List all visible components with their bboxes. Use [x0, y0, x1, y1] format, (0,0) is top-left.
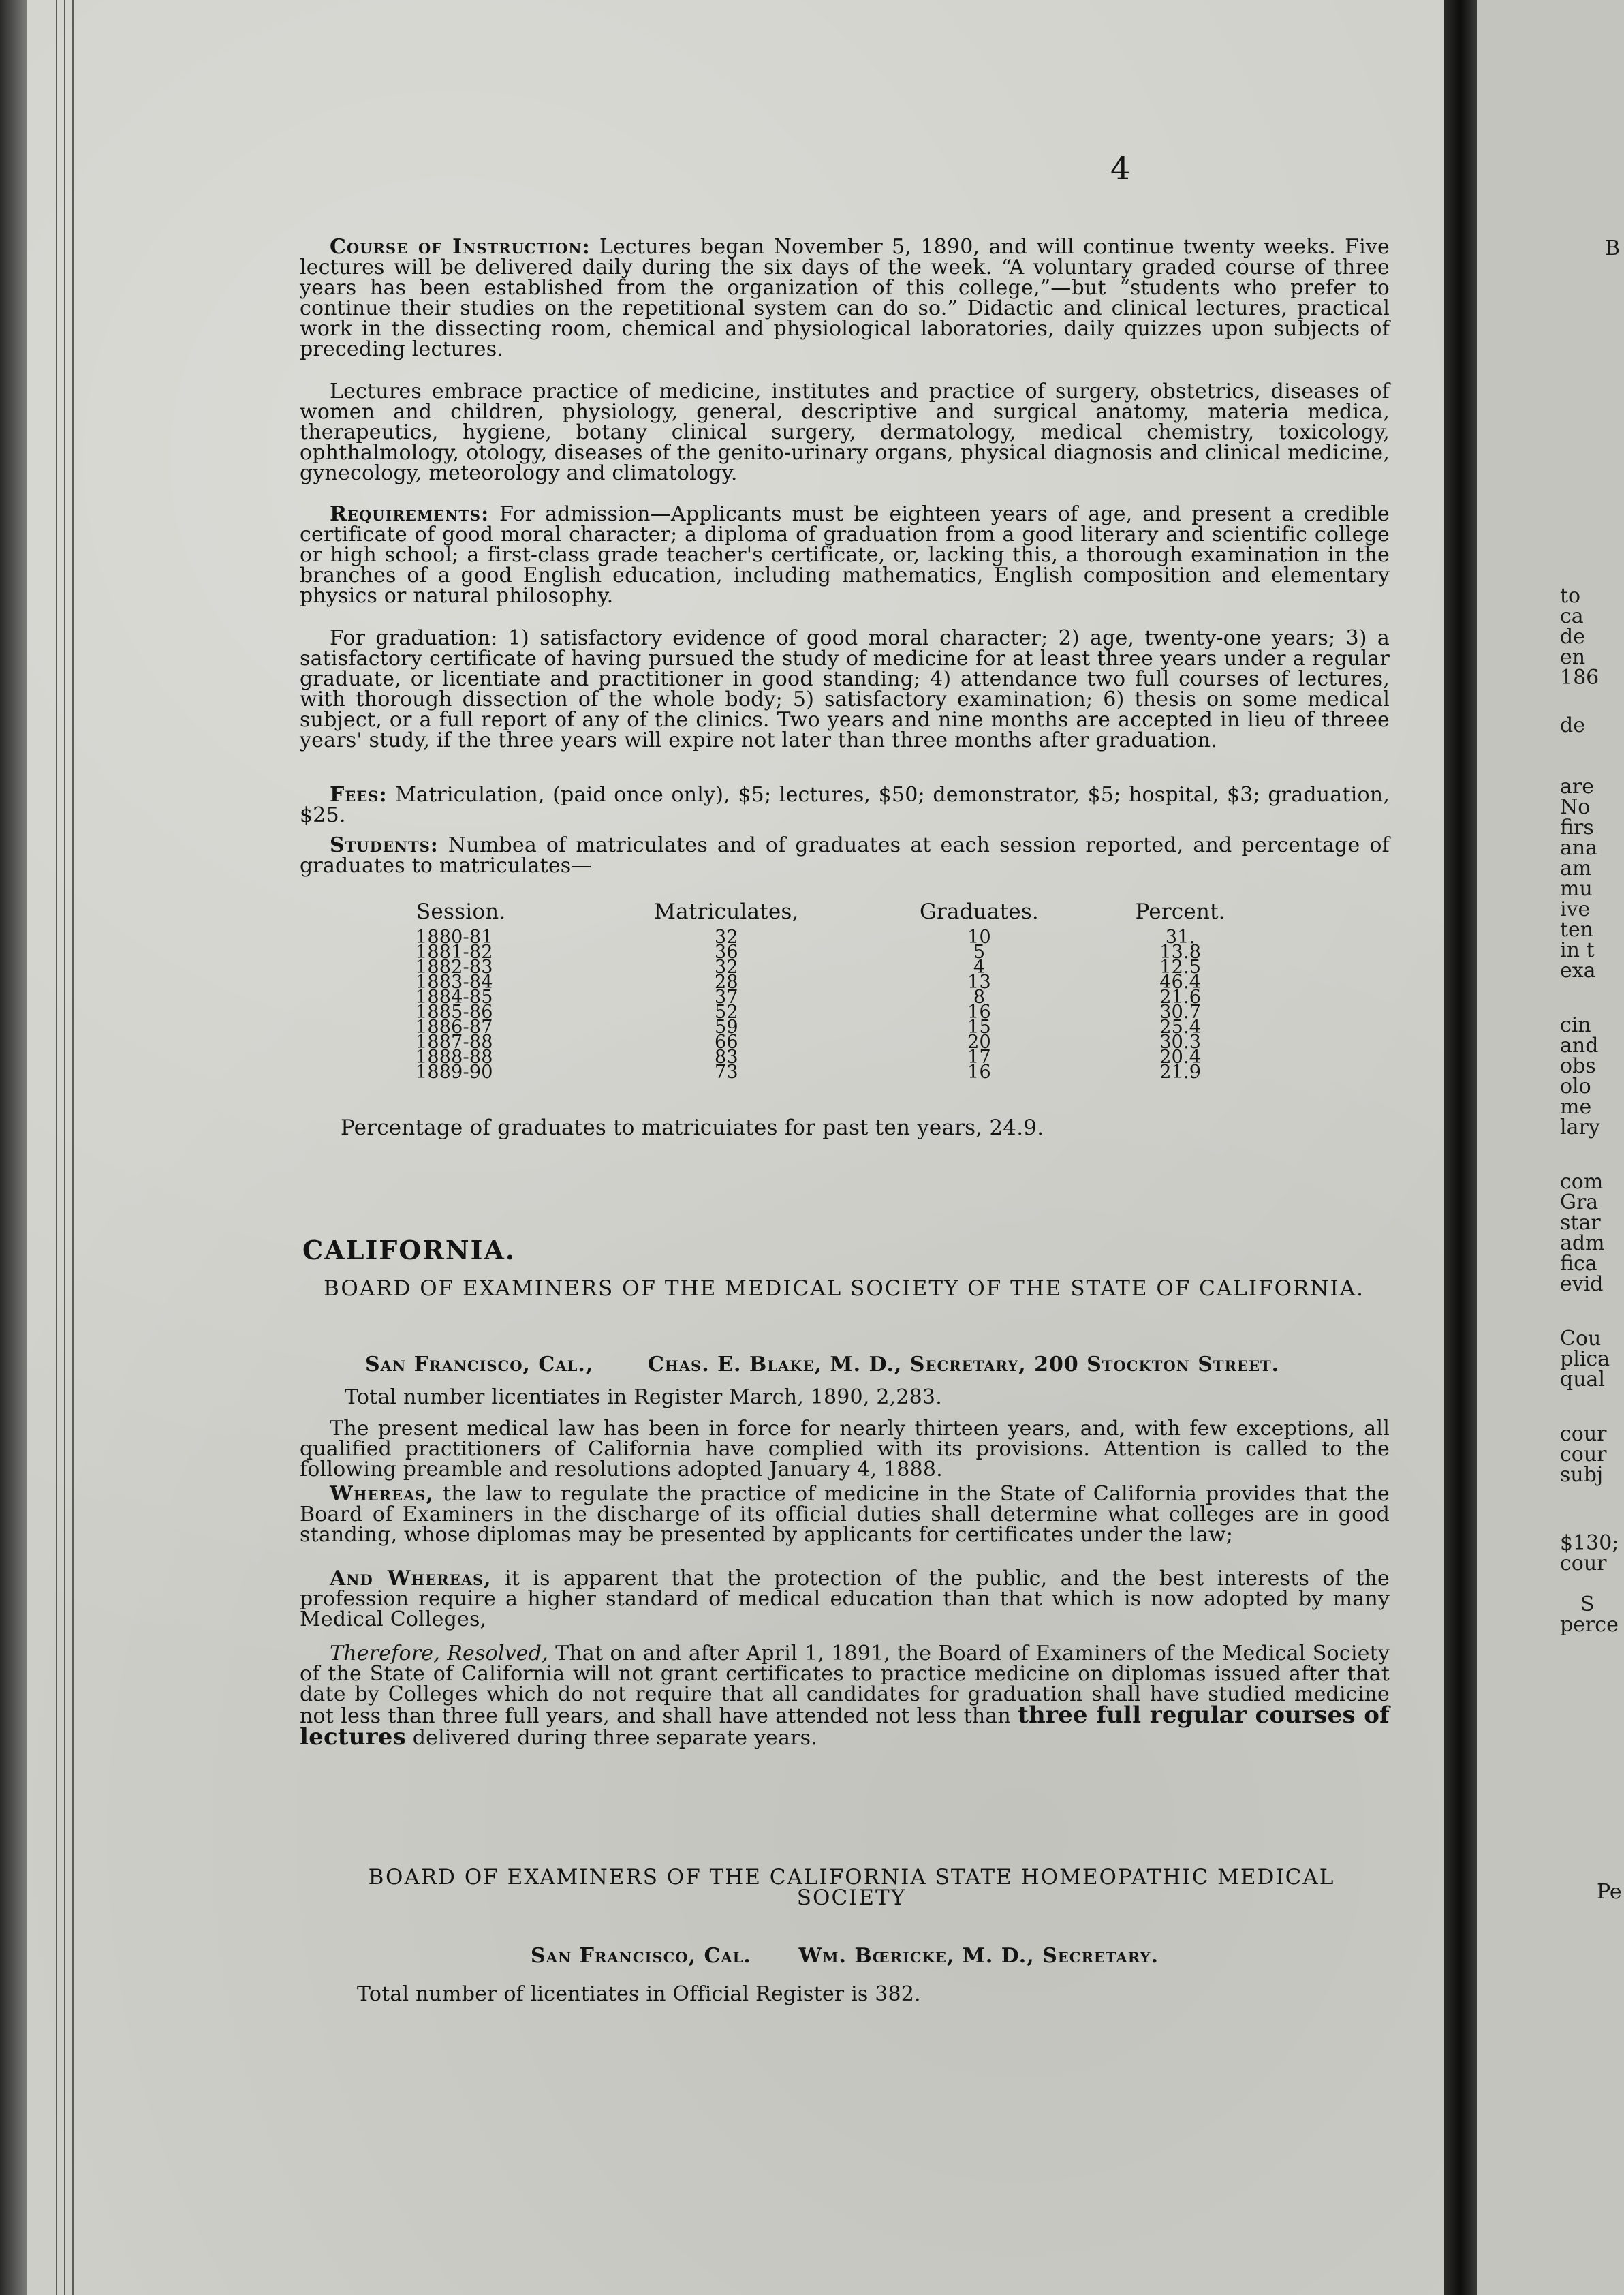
next-page-fragment: com [1560, 1170, 1604, 1194]
percent-cell: 20.4 [1159, 1047, 1202, 1068]
lectures-section [300, 382, 1390, 484]
matriculates-cell: 36 [715, 942, 738, 963]
next-page-fragment: Cou [1560, 1327, 1602, 1351]
next-page-fragment: firs [1560, 816, 1594, 840]
table-summary: Percentage of graduates to matricuiates for past ten years, 24.9. [341, 1115, 1044, 1140]
law-text: The present medical law has been in force for nearly thirteen years, and, with few exceptions, all qualified practitioners of California have complied with its provisions. Attention is called to the following preamble and resolutions adopted January 4, 1888. [300, 1417, 1390, 1481]
table-row [416, 1050, 1267, 1065]
board-contact [365, 1355, 1387, 1375]
fees-text: Matriculation, (paid once only), $5; lectures, $50; demonstrator, $5; hospital, $3; graduation, $25. [300, 783, 1390, 827]
table-row [416, 1065, 1267, 1080]
next-page-fragment: qual [1560, 1368, 1606, 1391]
resolved-end: delivered during three separate years. [412, 1726, 817, 1750]
matriculates-cell: 32 [715, 957, 738, 978]
next-page-fragment: exa [1560, 959, 1596, 983]
students-heading: Students: [330, 833, 439, 857]
percent-cell: 13.8 [1159, 942, 1202, 963]
adjacent-page [1477, 0, 1624, 2295]
and-whereas-label: And Whereas, [330, 1567, 492, 1590]
resolved-text: That on and after April 1, 1891, the Board of Examiners of the Medical Society of the State of California will not grant certificates to practice medicine on diplomas issued after that date by Colleges which do not require that all candidates for graduation shall have studied medicine not less than three full years, and shall have attended not less than [300, 1642, 1390, 1728]
next-page-fragment: to [1560, 584, 1581, 608]
next-page-fragment: S [1580, 1592, 1595, 1616]
table-header-row [416, 901, 1267, 930]
next-page-fragment: ten [1560, 918, 1594, 942]
next-page-fragment: evid [1560, 1272, 1604, 1296]
session-cell: 1880-81 [416, 927, 493, 948]
next-page-fragment: am [1560, 857, 1592, 880]
fees-heading: Fees: [330, 783, 388, 807]
board-secretary: Chas. E. Blake, M. D., Secretary, 200 Stockton Street. [648, 1353, 1280, 1376]
matriculates-cell: 37 [715, 987, 738, 1008]
binding-line [56, 0, 57, 2295]
next-page-fragment: de [1560, 713, 1585, 737]
whereas-text: the law to regulate the practice of medicine in the State of California provides that the Board of Examiners in the discharge of its official duties shall determine what colleges are in good standing, whose diplomas may be presented by applicants for certificates under the law; [300, 1482, 1390, 1547]
requirements-heading: Requirements: [330, 502, 490, 526]
resolved-bold-phrase: three full regular courses of lectures [300, 1701, 1390, 1751]
whereas-label: Whereas, [330, 1482, 434, 1506]
binding-line [64, 0, 65, 2295]
law-section [300, 1419, 1390, 1480]
percent-cell: 46.4 [1159, 972, 1202, 993]
next-page-fragment: cour [1560, 1443, 1607, 1466]
percent-cell: 30.3 [1159, 1032, 1202, 1053]
table-row [416, 945, 1267, 960]
column-header: Percent. [1135, 899, 1225, 924]
next-page-fragment: olo [1560, 1075, 1591, 1098]
percent-cell: 12.5 [1159, 957, 1202, 978]
graduation-text: For graduation: 1) satisfactory evidence of good moral character; 2) age, twenty-one years; 3) a satisfactory certificate of having pursued the study of medicine for at least three years under a regular graduate, or licentiate and practitioner in good standing; 4) attendance two full courses of lectures, with thorough dissection of the whole body; 5) satisfactory examination; 6) thesis on some medical subject, or a full report of any of the clinics. Two years and nine months are accepted in lieu of threee years' study, if the three years will expire not later than three months after graduation. [300, 626, 1390, 752]
whereas-section [300, 1484, 1390, 1545]
graduates-cell: 20 [967, 1032, 991, 1053]
state-heading [302, 1235, 1392, 1265]
matriculates-cell: 73 [715, 1062, 738, 1083]
next-page-fragment: ive [1560, 897, 1591, 921]
session-cell: 1885-86 [416, 1002, 493, 1023]
board-total: Total number licentiates in Register March, 1890, 2,283. [345, 1385, 942, 1409]
next-page-fragment: perce [1560, 1613, 1619, 1637]
next-page-fragment: ca [1560, 604, 1584, 628]
resolved-section [300, 1644, 1390, 1749]
graduates-cell: 13 [967, 972, 991, 993]
graduates-cell: 16 [967, 1062, 991, 1083]
binding-line [72, 0, 74, 2295]
page-number: 4 [1110, 150, 1131, 187]
next-page-fragment: cour [1560, 1552, 1607, 1575]
and-whereas-text: it is apparent that the protection of the public, and the best interests of the profession require a higher standard of medical education than that which is now adopted by many Medical Colleges, [300, 1567, 1390, 1631]
session-cell: 1881-82 [416, 942, 493, 963]
next-page-fragment: ana [1560, 836, 1598, 860]
matriculates-cell: 32 [715, 927, 738, 948]
next-page-fragment: Gra [1560, 1190, 1599, 1214]
requirements-section [300, 504, 1390, 606]
matriculates-cell: 28 [715, 972, 738, 993]
session-cell: 1886-87 [416, 1017, 493, 1038]
graduates-cell: 17 [967, 1047, 991, 1068]
table-row [416, 990, 1267, 1005]
next-page-fragment: mu [1560, 877, 1593, 901]
next-page-fragment: cour [1560, 1422, 1607, 1446]
resolved-label: Therefore, Resolved, [330, 1642, 548, 1665]
next-page-fragment: star [1560, 1211, 1601, 1235]
next-page-fragment: me [1560, 1095, 1592, 1119]
percent-cell: 21.9 [1159, 1062, 1202, 1083]
session-cell: 1888-88 [416, 1047, 493, 1068]
matriculates-cell: 83 [715, 1047, 738, 1068]
next-page-fragment: fica [1560, 1252, 1597, 1276]
students-text: Numbea of matriculates and of graduates at each session reported, and percentage of graduates to matriculates— [300, 833, 1390, 878]
and-whereas-section [300, 1569, 1390, 1630]
graduates-cell: 16 [967, 1002, 991, 1023]
graduates-cell: 8 [973, 987, 986, 1008]
percent-cell: 21.6 [1159, 987, 1202, 1008]
next-page-fragment: cin [1560, 1013, 1591, 1037]
session-cell: 1887-88 [416, 1032, 493, 1053]
next-page-fragment: No [1560, 795, 1591, 819]
board-title: BOARD OF EXAMINERS OF THE MEDICAL SOCIETY OF THE STATE OF CALIFORNIA. [323, 1276, 1364, 1301]
homeopathic-board-contact [300, 1946, 1390, 1967]
percent-cell: 31. [1165, 927, 1196, 948]
graduates-cell: 4 [973, 957, 986, 978]
next-page-fragment: obs [1560, 1054, 1596, 1078]
table-row [416, 930, 1267, 945]
instruction-text: Lectures began November 5, 1890, and will continue twenty weeks. Five lectures will be delivered daily during the six days of the week. “A voluntary graded course of three years has been established from the organization of this college,”—but “students who prefer to continue their studies on the repetitional system can do so.” Didactic and clinical lectures, practical work in the dissecting room, chemical and physiological laboratories, daily quizzes upon subjects of preceding lectures. [300, 235, 1390, 361]
session-cell: 1883-84 [416, 972, 493, 993]
percent-cell: 30.7 [1159, 1002, 1202, 1023]
state-name: CALIFORNIA. [302, 1235, 516, 1265]
lectures-text: Lectures embrace practice of medicine, institutes and practice of surgery, obstetrics, diseases of women and children, physiology, general, descriptive and surgical anatomy, materia medica, therapeutics, hygiene, botany clinical surgery, dermatology, medical chemistry, toxicology, ophthalmology, otology, diseases of the genito-urinary organs, physical diagnosis and clinical medicine, gynecology, meteorology and climatology. [300, 380, 1390, 485]
graduates-cell: 10 [967, 927, 991, 948]
next-page-fragment: lary [1560, 1115, 1600, 1139]
table-row [416, 1035, 1267, 1050]
next-page-fragment: 186 [1560, 666, 1599, 690]
requirements-text: For admission—Applicants must be eighteen years of age, and present a credible certificate of good moral character; a diploma of graduation from a good literary and scientific college or high school; a first-class grade teacher's certificate, or, lacking this, a thorough examination in the branches of a good English education, including mathematics, English composition and elementary physics or natural philosophy. [300, 502, 1390, 608]
instruction-section [300, 237, 1390, 360]
next-page-fragment: are [1560, 775, 1594, 799]
homeopathic-board-city: San Francisco, Cal. [531, 1944, 751, 1968]
statistics-table [416, 899, 1267, 1083]
session-cell: 1884-85 [416, 987, 493, 1008]
book-gutter [1444, 0, 1477, 2295]
next-page-fragment: Pe [1597, 1880, 1622, 1904]
matriculates-cell: 59 [715, 1017, 738, 1038]
percent-cell: 25.4 [1159, 1017, 1202, 1038]
board-city: San Francisco, Cal., [365, 1353, 594, 1376]
next-page-fragment: de [1560, 625, 1585, 649]
fees-section [300, 785, 1390, 826]
next-page-fragment: subj [1560, 1463, 1604, 1487]
homeopathic-board-title: BOARD OF EXAMINERS OF THE CALIFORNIA STATE HOMEOPATHIC MEDICAL SOCIETY [368, 1865, 1335, 1910]
session-cell: 1882-83 [416, 957, 493, 978]
session-cell: 1889-90 [416, 1062, 493, 1083]
left-page-edge [0, 0, 27, 2295]
homeopathic-board-total: Total number of licentiates in Official Register is 382. [357, 1982, 921, 2006]
next-page-fragment: en [1560, 645, 1586, 669]
instruction-heading: Course of Instruction: [330, 235, 591, 259]
next-page-fragment: plica [1560, 1347, 1610, 1371]
homeopathic-board-secretary: Wm. Bœricke, M. D., Secretary. [798, 1944, 1159, 1968]
next-page-fragment: in t [1560, 938, 1595, 962]
next-page-fragment: adm [1560, 1231, 1605, 1255]
table-row [416, 960, 1267, 975]
matriculates-cell: 52 [715, 1002, 738, 1023]
table-row [416, 1020, 1267, 1035]
next-page-fragment: $130; [1560, 1531, 1619, 1555]
students-section [300, 835, 1390, 876]
table-row [416, 1005, 1267, 1020]
column-header: Session. [416, 899, 506, 924]
graduation-section [300, 628, 1390, 751]
graduates-cell: 15 [967, 1017, 991, 1038]
graduates-cell: 5 [973, 942, 986, 963]
column-header: Graduates. [920, 899, 1039, 924]
table-row [416, 975, 1267, 990]
column-header: Matriculates, [654, 899, 799, 924]
matriculates-cell: 66 [715, 1032, 738, 1053]
next-page-fragment: and [1560, 1034, 1599, 1058]
next-page-fragment: B [1605, 236, 1621, 260]
